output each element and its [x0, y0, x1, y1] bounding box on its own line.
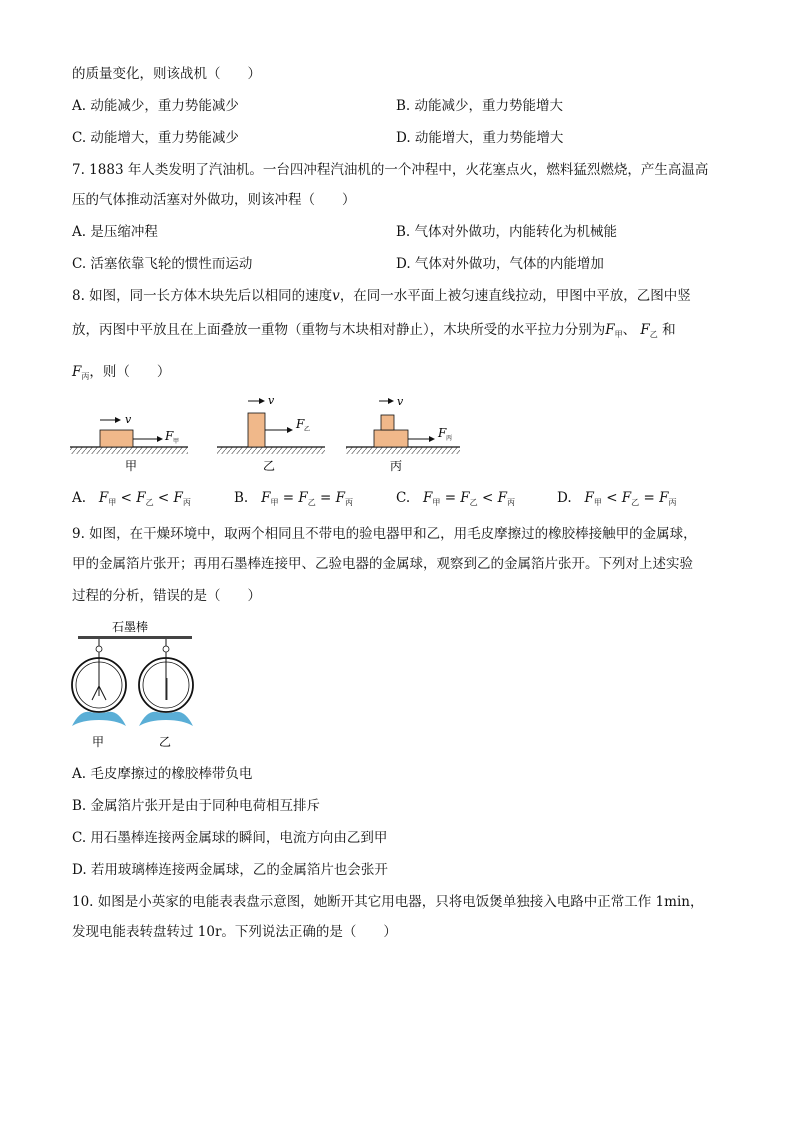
- q8-option-a: A. $F_甲 < F_乙 < F_丙$: [72, 490, 191, 507]
- q6-stem-cont: 的质量变化，则该战机（ ）: [72, 66, 261, 82]
- q9-option-d: D. 若用玻璃棒连接两金属球，乙的金属箔片也会张开: [72, 862, 388, 878]
- q9-option-c: C. 用石墨棒连接两金属球的瞬间，电流方向由乙到甲: [72, 830, 388, 846]
- q10-stem-line2: 发现电能表转盘转过 10r。下列说法正确的是（ ）: [72, 924, 397, 940]
- q8-stem-line2: 放，丙图中平放且在上面叠放一重物（重物与木块相对静止），木块所受的水平拉力分别为$F_甲$、 $F_乙$ 和: [72, 322, 676, 339]
- label-yi: 乙: [159, 735, 172, 749]
- fig-jia: [70, 413, 188, 454]
- q7-stem-line1: 7. 1883 年人类发明了汽油机。一台四冲程汽油机的一个冲程中，火花塞点火，燃料猛烈燃烧，产生高温高: [72, 162, 709, 178]
- fig-label-bing: 丙: [390, 459, 403, 473]
- q9-stem-line2: 甲的金属箔片张开；再用石墨棒连接甲、乙验电器的金属球，观察到乙的金属箔片张开。下列对上述实验: [72, 556, 693, 572]
- q7-option-a: A. 是压缩冲程: [72, 224, 158, 240]
- q9-stem-line3: 过程的分析，错误的是（ ）: [72, 588, 261, 604]
- q10-stem-line1: 10. 如图是小英家的电能表表盘示意图，她断开其它用电器，只将电饭煲单独接入电路中正常工作 1min，: [72, 894, 704, 910]
- graphite-rod: [78, 636, 192, 639]
- q9-stem-line1: 9. 如图，在干燥环境中，取两个相同且不带电的验电器甲和乙，用毛皮摩擦过的橡胶棒接触甲的金属球，: [72, 526, 697, 542]
- svg-text:F: F: [165, 429, 174, 443]
- label-jia: 甲: [92, 735, 105, 749]
- svg-text:v: v: [397, 395, 404, 408]
- svg-text:丙: 丙: [446, 435, 453, 442]
- electroscope-yi: [139, 639, 193, 726]
- q6-option-a: A. 动能减少，重力势能减少: [72, 98, 239, 114]
- fig-label-jia: 甲: [125, 459, 138, 473]
- q6-option-c: C. 动能增大，重力势能减少: [72, 130, 239, 146]
- fig-yi: [217, 394, 325, 454]
- q8-option-c: C. $F_甲 = F_乙 < F_丙$: [396, 490, 515, 507]
- svg-text:甲: 甲: [173, 438, 180, 445]
- fig-jia-v: v: [125, 413, 132, 426]
- fig-bing: [346, 395, 460, 454]
- graphite-rod-label: 石墨棒: [112, 620, 149, 634]
- svg-text:v: v: [268, 394, 275, 407]
- q8-figure: [70, 390, 470, 476]
- q7-stem-line2: 压的气体推动活塞对外做功，则该冲程（ ）: [72, 192, 356, 208]
- q8-option-d: D. $F_甲 < F_乙 = F_丙$: [557, 490, 677, 507]
- svg-text:F: F: [296, 417, 305, 431]
- svg-text:乙: 乙: [304, 426, 311, 433]
- svg-text:F: F: [438, 426, 447, 440]
- q9-option-b: B. 金属箔片张开是由于同种电荷相互排斥: [72, 798, 321, 814]
- q9-figure: [66, 618, 206, 750]
- q6-option-b: B. 动能减少，重力势能增大: [396, 98, 564, 114]
- q9-option-a: A. 毛皮摩擦过的橡胶棒带负电: [72, 766, 253, 782]
- q6-option-d: D. 动能增大，重力势能增大: [396, 130, 564, 146]
- q7-option-d: D. 气体对外做功，气体的内能增加: [396, 256, 604, 272]
- fig-label-yi: 乙: [263, 459, 276, 473]
- q7-option-b: B. 气体对外做功，内能转化为机械能: [396, 224, 618, 240]
- q7-option-c: C. 活塞依靠飞轮的惯性而运动: [72, 256, 253, 272]
- electroscope-jia: [72, 639, 126, 726]
- q8-option-b: B. $F_甲 = F_乙 = F_丙$: [234, 490, 354, 507]
- q8-stem-line1: 8. 如图，同一长方体木块先后以相同的速度v，在同一水平面上被匀速直线拉动，甲图中平放，乙图中竖: [72, 288, 691, 304]
- q8-stem-line3: $F_丙$，则（ ）: [72, 364, 171, 381]
